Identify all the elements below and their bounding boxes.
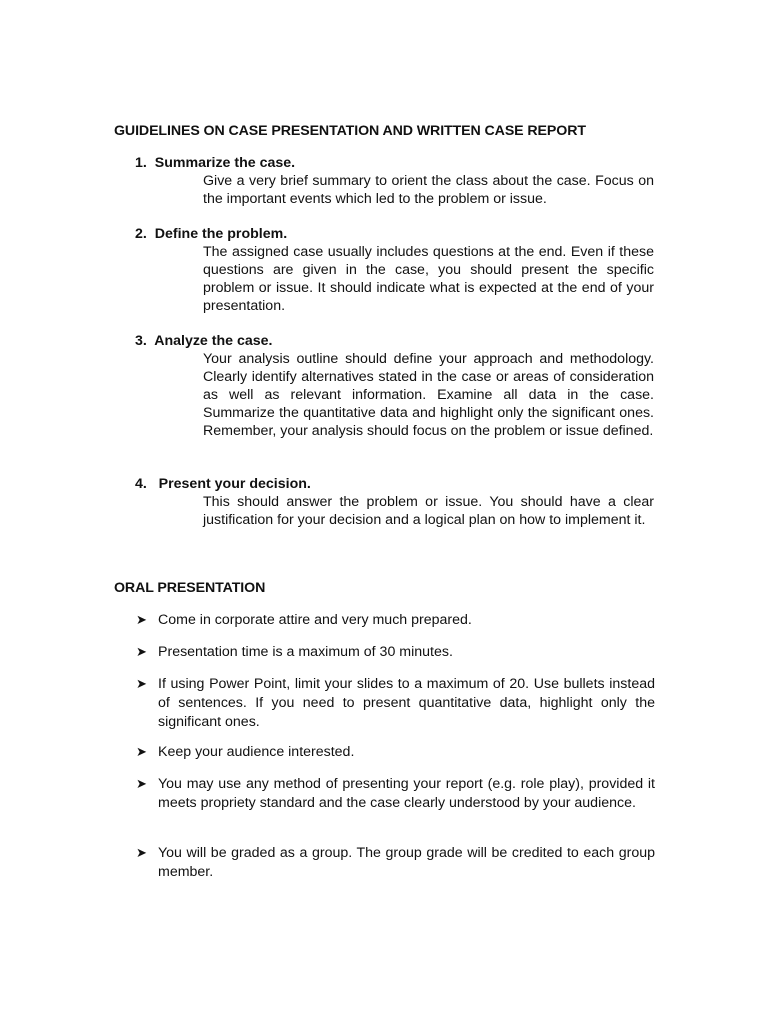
arrowhead-bullet-icon: ➤ bbox=[136, 612, 147, 627]
step-label: Present your decision. bbox=[158, 476, 311, 492]
bullet-item bbox=[136, 743, 656, 762]
step-label: Analyze the case. bbox=[154, 333, 273, 349]
step-4-text: This should answer the problem or issue. You should have a clear justification for your decision and a logical plan on how to implement it. bbox=[203, 494, 654, 528]
step-4-title bbox=[135, 476, 311, 492]
step-number: 3. bbox=[135, 333, 147, 349]
oral-presentation-heading: ORAL PRESENTATION bbox=[114, 580, 266, 596]
step-2-title bbox=[135, 226, 287, 242]
arrowhead-bullet-icon: ➤ bbox=[136, 845, 147, 860]
step-2-text: The assigned case usually includes questions at the end. Even if these questions are given in the case, you should present the specific problem or issue. It should indicate what is expected at the end of your presentation. bbox=[203, 244, 654, 314]
step-number: 1. bbox=[135, 155, 147, 171]
step-number: 4. bbox=[135, 476, 147, 492]
step-number: 2. bbox=[135, 226, 147, 242]
step-3-text: Your analysis outline should define your approach and methodology. Clearly identify alternatives stated in the case or areas of consideration as well as relevant information. Examine all data in the case. Summarize the quantitative data and highlight only the significant ones. Remember, your analysis should focus on the problem or issue defined. bbox=[203, 351, 654, 439]
bullet-text: If using Power Point, limit your slides to a maximum of 20. Use bullets instead of sentences. If you need to present quantitative data, highlight only the significant ones. bbox=[158, 676, 655, 730]
bullet-item bbox=[136, 643, 656, 662]
bullet-item bbox=[136, 844, 656, 882]
arrowhead-bullet-icon: ➤ bbox=[136, 676, 147, 691]
step-1-text: Give a very brief summary to orient the class about the case. Focus on the important events which led to the problem or issue. bbox=[203, 173, 654, 207]
bullet-item bbox=[136, 611, 656, 630]
arrowhead-bullet-icon: ➤ bbox=[136, 776, 147, 791]
bullet-item bbox=[136, 775, 656, 813]
step-label: Summarize the case. bbox=[154, 155, 296, 171]
bullet-text: Presentation time is a maximum of 30 minutes. bbox=[158, 644, 453, 660]
bullet-item bbox=[136, 675, 656, 732]
bullet-text: Keep your audience interested. bbox=[158, 744, 355, 760]
arrowhead-bullet-icon: ➤ bbox=[136, 644, 147, 659]
bullet-text: You may use any method of presenting your report (e.g. role play), provided it meets propriety standard and the case clearly understood by your audience. bbox=[158, 776, 655, 811]
step-3-title bbox=[135, 333, 273, 349]
bullet-text: Come in corporate attire and very much prepared. bbox=[158, 612, 472, 628]
bullet-text: You will be graded as a group. The group grade will be credited to each group member. bbox=[158, 845, 655, 880]
step-label: Define the problem. bbox=[154, 226, 288, 242]
step-1-title bbox=[135, 155, 295, 171]
page-title: GUIDELINES ON CASE PRESENTATION AND WRITTEN CASE REPORT bbox=[114, 123, 586, 139]
arrowhead-bullet-icon: ➤ bbox=[136, 744, 147, 759]
